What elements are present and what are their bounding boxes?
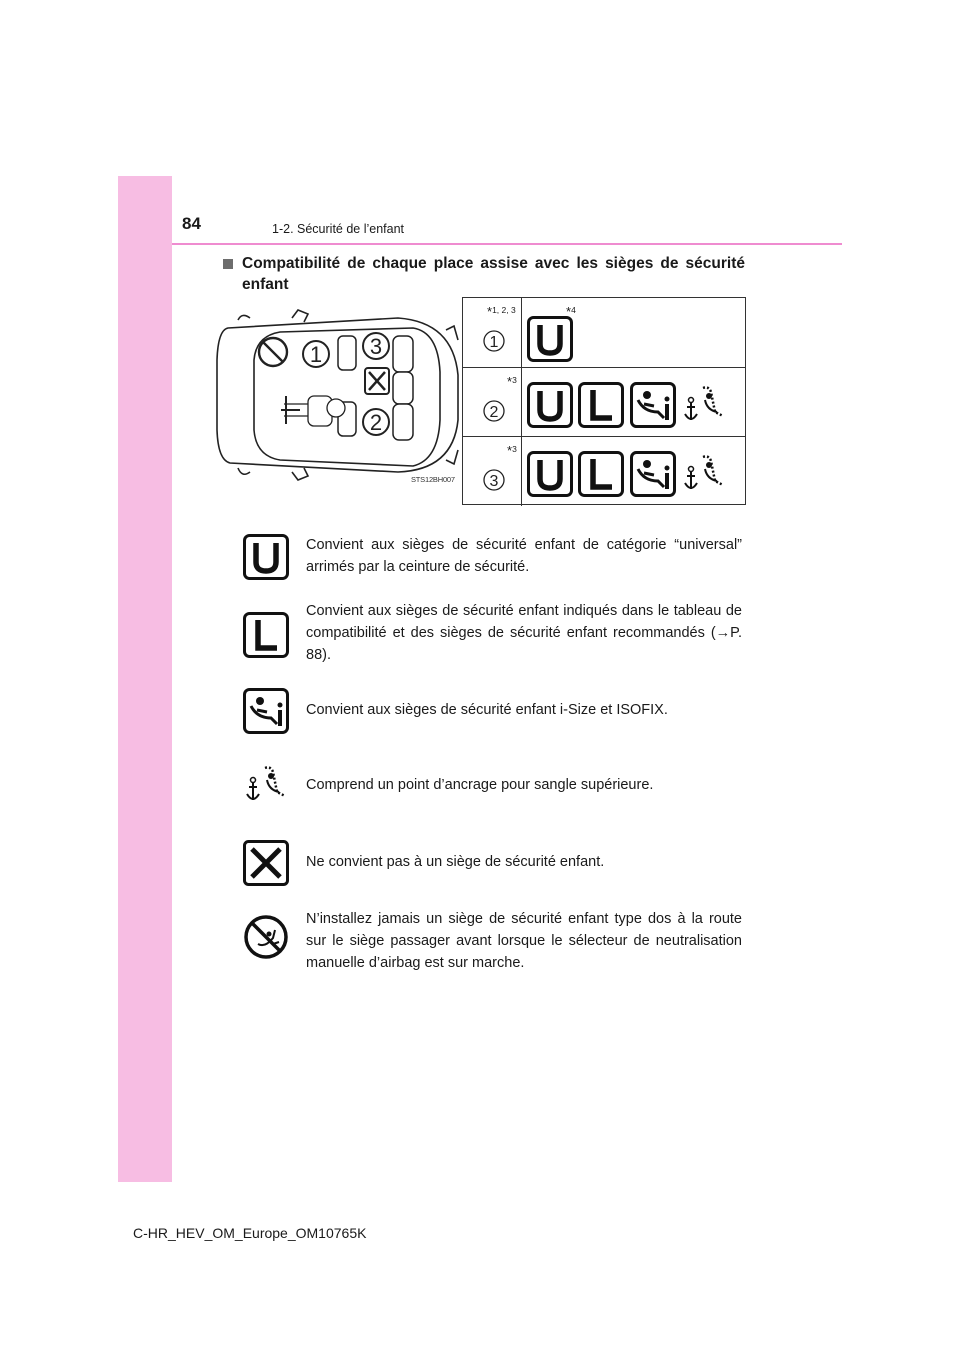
isofix-icon <box>243 688 289 734</box>
svg-text:3: 3 <box>489 473 499 490</box>
footer-doc-code: C-HR_HEV_OM_Europe_OM10765K <box>133 1225 367 1241</box>
section-title: 1-2. Sécurité de l’enfant <box>272 222 405 236</box>
isofix-icon <box>630 451 676 497</box>
icons-note: *4 <box>566 304 576 319</box>
legend-anchor-text: Comprend un point d’ancrage pour sangle supérieure. <box>306 777 654 793</box>
sidebar-tab <box>118 176 172 1182</box>
universal-u-icon <box>527 316 573 362</box>
seat-number-icon <box>483 469 505 491</box>
legend-limited-text: Convient aux sièges de sécurité enfant indiqués dans le tableau de compatibilité et des sièges de sécurité enfant recommandés (→P. 88). <box>306 603 742 663</box>
seat-number-icon <box>483 400 505 422</box>
seat-cell <box>463 437 522 506</box>
legend-not-suitable-text: Ne convient pas à un siège de sécurité enfant. <box>306 854 605 870</box>
svg-text:1: 1 <box>489 334 499 351</box>
fig-seat-3-label: 3 <box>369 334 383 359</box>
legend-prohibited-text: N’installez jamais un siège de sécurité enfant type dos à la route sur le siège passager avant lorsque le sélecteur de neutralisation manuelle d’airbag est sur marche. <box>306 911 742 971</box>
figure-code: STS12BH007 <box>411 475 455 484</box>
svg-text:2: 2 <box>489 404 499 421</box>
seat-note: *1, 2, 3 <box>487 304 516 319</box>
universal-u-icon <box>527 451 573 497</box>
limited-l-icon <box>578 451 624 497</box>
prohibited-rear-facing-icon <box>243 914 289 960</box>
fig-seat-2-label: 2 <box>369 410 383 435</box>
universal-u-icon <box>243 534 289 580</box>
table-row <box>463 436 745 506</box>
car-top-view-figure <box>208 300 463 490</box>
seat-note: *3 <box>507 443 517 458</box>
table-row <box>463 298 745 367</box>
legend-universal-text: Convient aux sièges de sécurité enfant de catégorie “universal” arrimés par la ceinture de sécurité. <box>306 537 742 575</box>
seat-icons <box>527 316 574 364</box>
top-tether-anchor-icon <box>681 382 727 428</box>
page-number: 84 <box>182 214 201 233</box>
isofix-icon <box>630 382 676 428</box>
seat-icons <box>527 382 728 430</box>
seat-cell <box>463 298 522 367</box>
seat-cell <box>463 368 522 437</box>
seat-note: *3 <box>507 374 517 389</box>
legend-isofix-text: Convient aux sièges de sécurité enfant i-Size et ISOFIX. <box>306 702 668 718</box>
heading-bullet-icon <box>223 259 233 269</box>
not-suitable-x-icon <box>243 840 289 886</box>
seat-compatibility-table <box>462 297 746 505</box>
seat-icons <box>527 451 728 499</box>
top-tether-anchor-icon <box>681 451 727 497</box>
table-row <box>463 367 745 437</box>
top-tether-anchor-icon <box>243 762 289 808</box>
limited-l-icon <box>243 612 289 658</box>
section-heading: Compatibilité de chaque place assise avec les sièges de sécurité enfant <box>242 255 745 293</box>
fig-seat-1-label: 1 <box>309 342 323 367</box>
header-rule <box>172 243 842 245</box>
limited-l-icon <box>578 382 624 428</box>
seat-number-icon <box>483 330 505 352</box>
universal-u-icon <box>527 382 573 428</box>
